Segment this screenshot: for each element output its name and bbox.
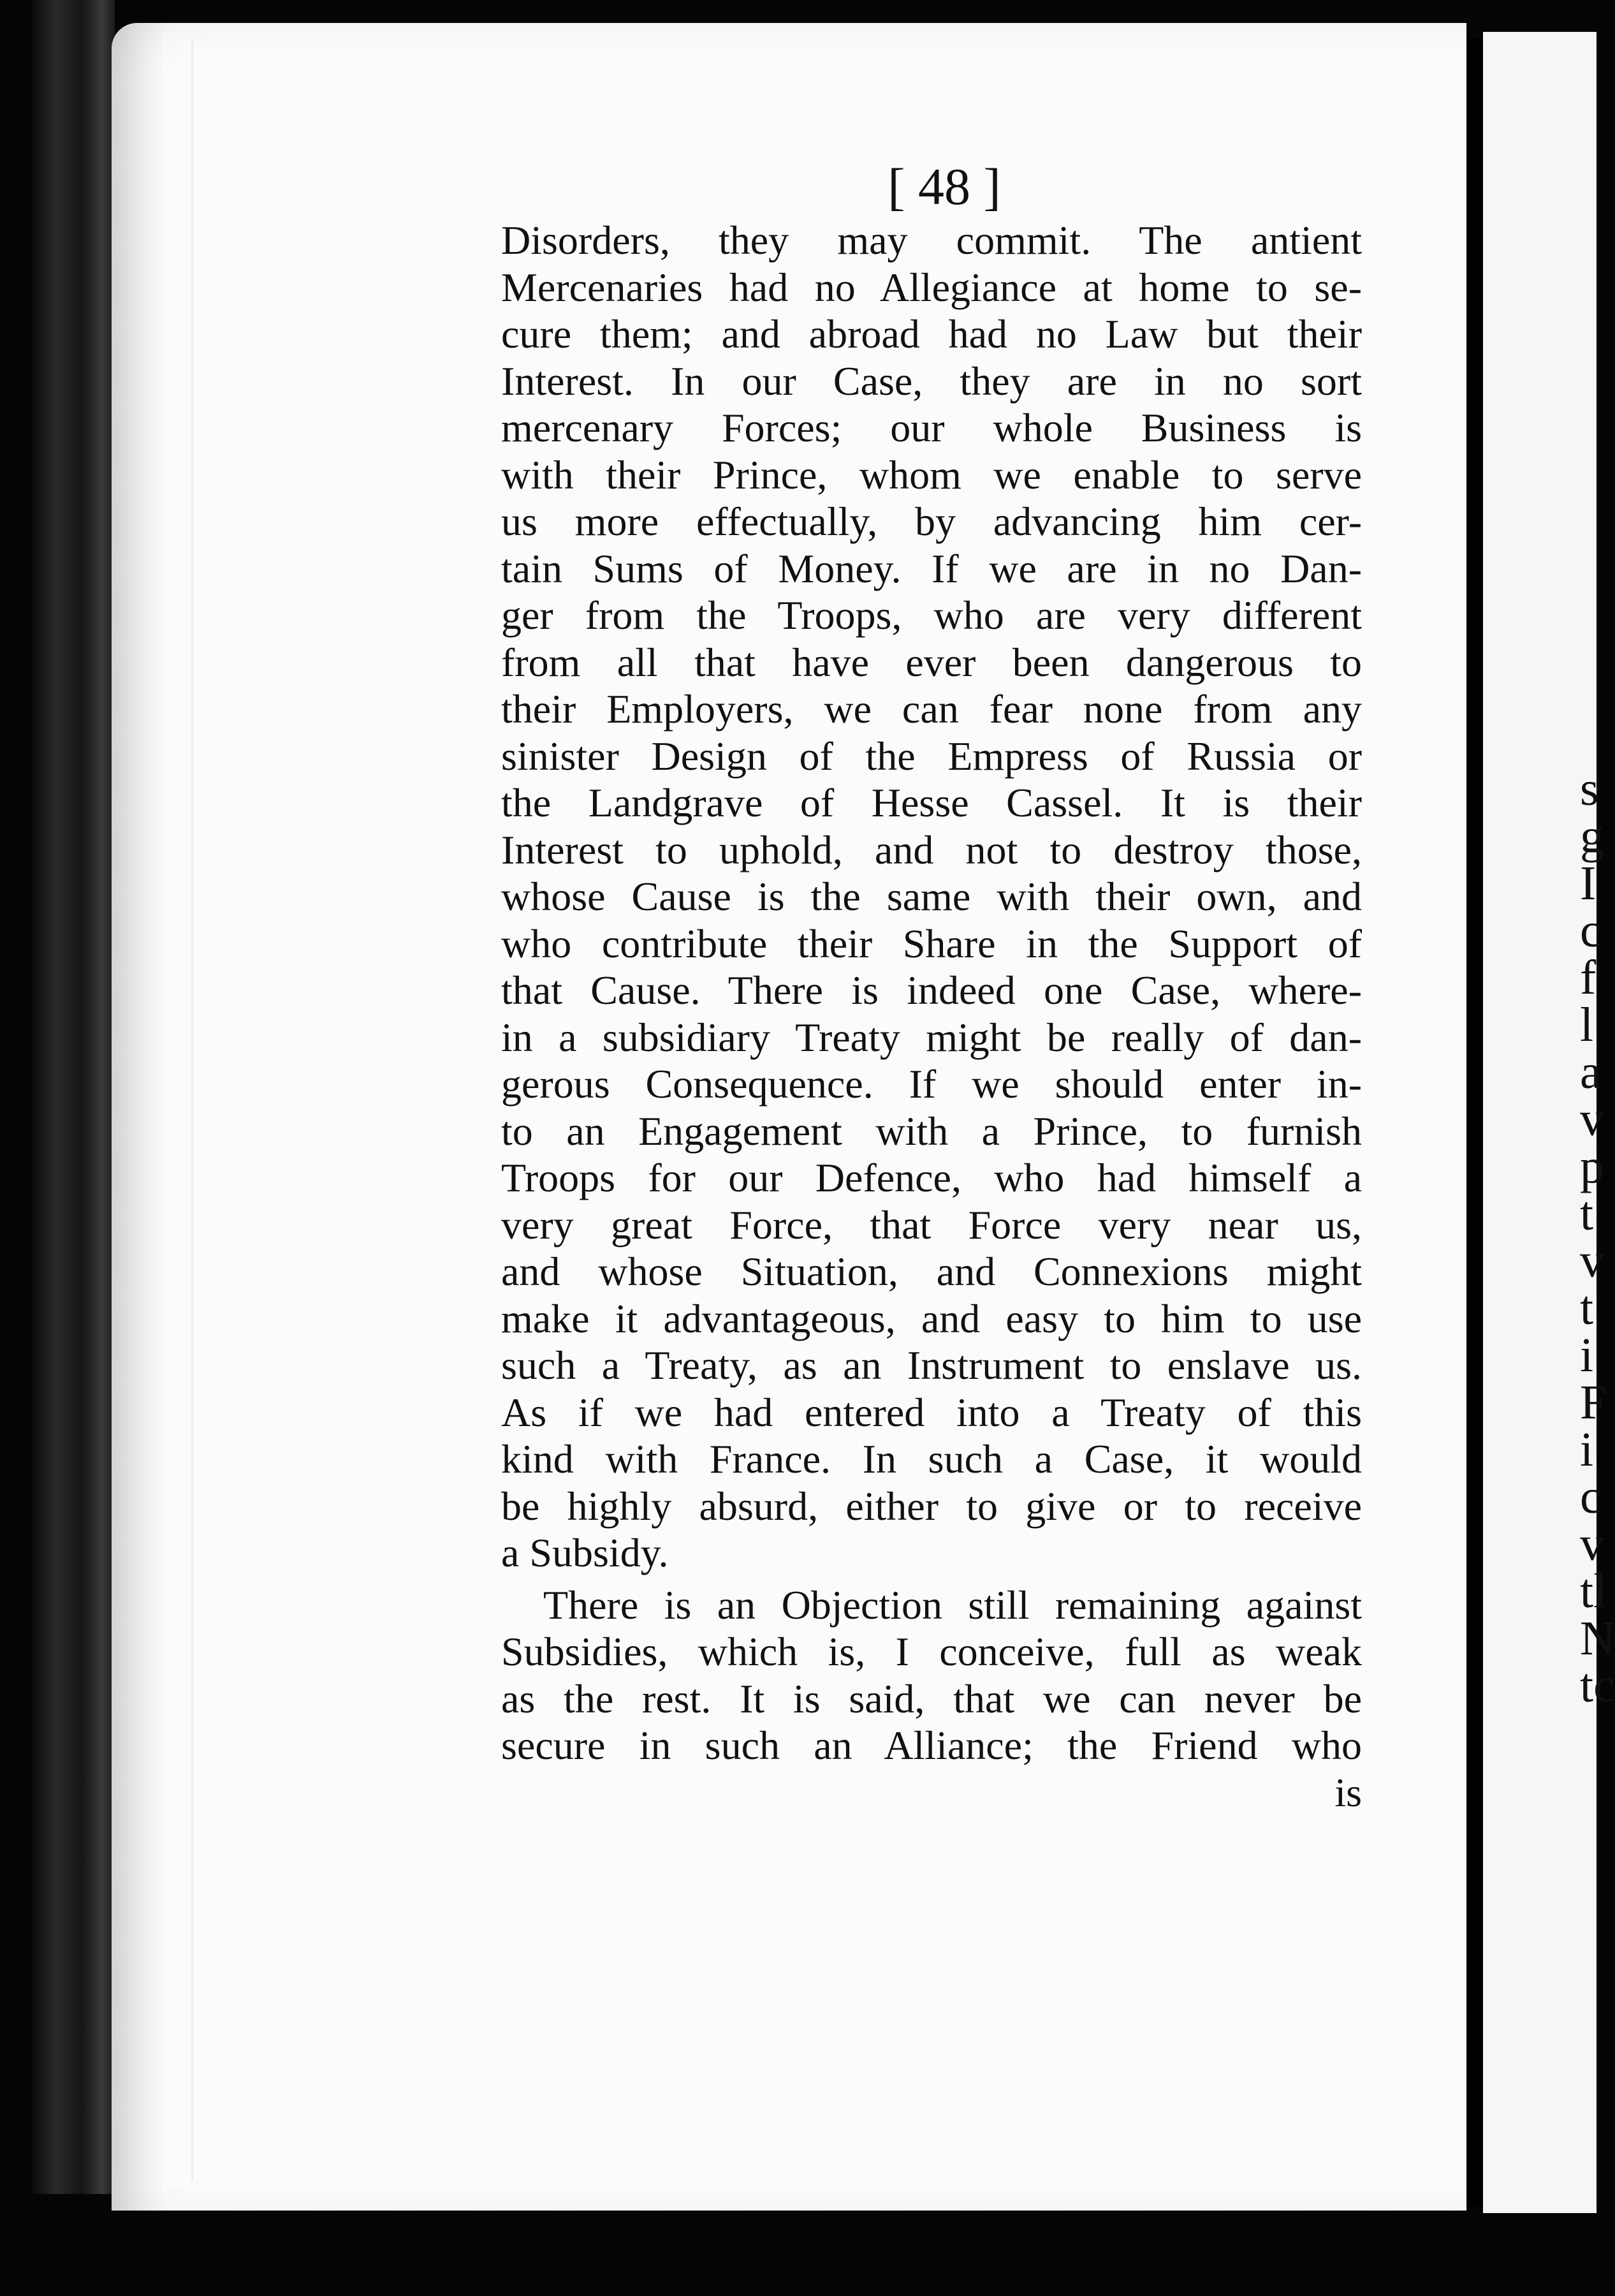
text-line: Troops for our Defence, who had himself a (501, 1155, 1362, 1200)
book-binding (32, 0, 115, 2194)
page-gutter (1466, 38, 1483, 2207)
text-line: mercenary Forces; our whole Business is (501, 405, 1362, 450)
text-line: a Subsidy. (501, 1530, 669, 1575)
adjacent-page-letter: s (1580, 762, 1599, 816)
text-line: that Cause. There is indeed one Case, where- (501, 968, 1362, 1013)
adjacent-page-letter: c (1580, 904, 1602, 957)
text-line: Interest to uphold, and not to destroy those, (501, 827, 1362, 872)
text-line: as the rest. It is said, that we can never be (501, 1675, 1362, 1721)
text-line: from all that have ever been dangerous to (501, 639, 1362, 685)
text-lines (501, 217, 1362, 1769)
text-line: whose Cause is the same with their own, and (501, 874, 1362, 919)
text-line: and whose Situation, and Connexions might (501, 1249, 1362, 1294)
text-line: gerous Consequence. If we should enter in- (501, 1061, 1362, 1107)
adjacent-page-letter: i (1580, 1423, 1594, 1476)
text-line: to an Engagement with a Prince, to furnish (501, 1108, 1362, 1154)
text-line: ger from the Troops, who are very different (501, 592, 1362, 638)
adjacent-page-letter: tl (1580, 1564, 1607, 1618)
text-line: As if we had entered into a Treaty of this (501, 1389, 1362, 1435)
page-number: [ 48 ] (888, 158, 1001, 216)
text-line: who contribute their Share in the Support of (501, 920, 1362, 966)
text-line: sinister Design of the Empress of Russia or (501, 733, 1362, 779)
adjacent-page-letter: F (1580, 1376, 1607, 1429)
adjacent-page-letter: t (1580, 1281, 1594, 1335)
text-line: be highly absurd, either to give or to receive (501, 1483, 1362, 1529)
page-text-block (501, 158, 1362, 1816)
adjacent-page-letter: a (1580, 1045, 1602, 1099)
text-line: cure them; and abroad had no Law but their (501, 311, 1362, 357)
adjacent-page-letter: v (1580, 1517, 1604, 1571)
text-line: tain Sums of Money. If we are in no Dan- (501, 545, 1362, 591)
adjacent-page-letter: v (1580, 1093, 1604, 1146)
adjacent-page-letter: g (1580, 809, 1604, 863)
catchword: is (1334, 1769, 1362, 1815)
text-line: secure in such an Alliance; the Friend who (501, 1723, 1362, 1768)
text-line: very great Force, that Force very near us, (501, 1202, 1362, 1247)
text-line: kind with France. In such a Case, it would (501, 1436, 1362, 1482)
adjacent-page-letter: N (1580, 1612, 1615, 1665)
page-fold-line (191, 38, 193, 2181)
text-line: Interest. In our Case, they are in no sort (501, 358, 1362, 404)
text-line: such a Treaty, as an Instrument to enslave us. (501, 1343, 1362, 1388)
adjacent-page-letter: tc (1580, 1659, 1615, 1712)
text-line: Subsidies, which is, I conceive, full as weak (501, 1629, 1362, 1674)
text-line: us more effectually, by advancing him cer- (501, 499, 1362, 544)
adjacent-page-letter: l (1580, 998, 1594, 1052)
text-line: their Employers, we can fear none from any (501, 686, 1362, 732)
adjacent-page-letter: I (1580, 857, 1597, 910)
adjacent-page-letter: p (1580, 1140, 1604, 1193)
text-line: There is an Objection still remaining against (543, 1582, 1362, 1628)
text-line: Disorders, they may commit. The antient (501, 217, 1362, 263)
text-line: Mercenaries had no Allegiance at home to se- (501, 264, 1362, 310)
text-line: in a subsidiary Treaty might be really of dan- (501, 1014, 1362, 1060)
text-line: with their Prince, whom we enable to serve (501, 452, 1362, 497)
text-line: the Landgrave of Hesse Cassel. It is their (501, 780, 1362, 825)
adjacent-page-letter: f (1580, 951, 1597, 1004)
adjacent-page-letter: c (1580, 1470, 1602, 1524)
adjacent-page-text-fragments (1580, 762, 1615, 1712)
adjacent-page-letter: i (1580, 1328, 1594, 1382)
text-line: make it advantageous, and easy to him to use (501, 1295, 1362, 1341)
adjacent-page-letter: t (1580, 1187, 1594, 1240)
adjacent-page-letter: v (1580, 1234, 1604, 1288)
